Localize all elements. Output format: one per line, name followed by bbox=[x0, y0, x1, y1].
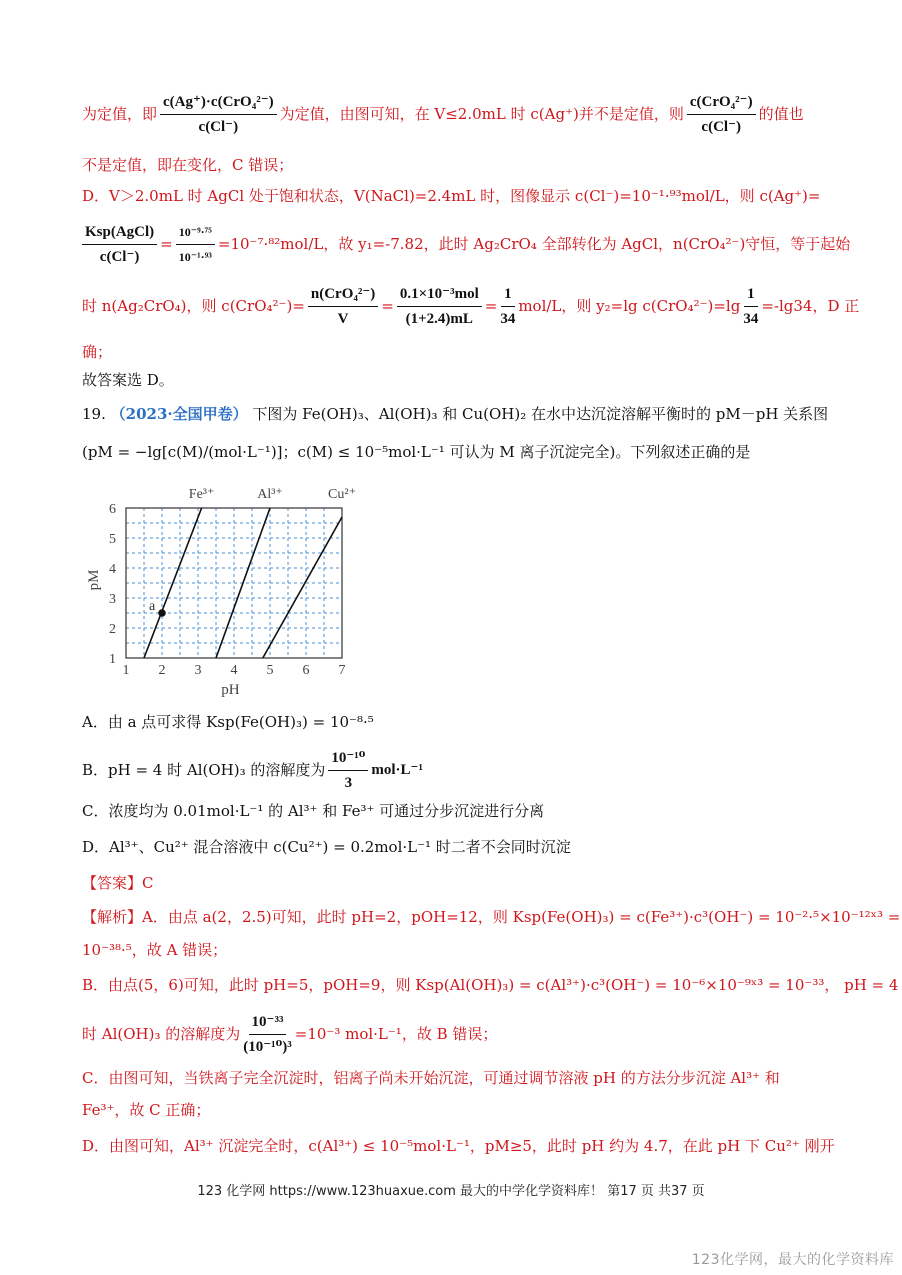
fraction bbox=[160, 92, 277, 137]
fraction-numerator: 10⁻³³ bbox=[249, 1012, 287, 1035]
prev-solution-line-1 bbox=[82, 92, 804, 136]
text-segment: 为定值，由图可知，在 V≤2.0mL 时 c(Ag⁺)并不是定值，则 bbox=[279, 105, 684, 123]
analysis-c-cont: Fe³⁺，故 C 正确； bbox=[82, 1101, 211, 1119]
fraction-denominator: 34 bbox=[500, 310, 516, 327]
analysis-b-cont bbox=[82, 1012, 497, 1056]
x-tick-label: 3 bbox=[194, 663, 202, 678]
fraction-numerator: n(CrO₄²⁻) bbox=[308, 284, 378, 307]
series-label: Cu²⁺ bbox=[328, 487, 356, 502]
y-tick-label: 2 bbox=[109, 622, 116, 637]
text-segment: =10⁻⁷·⁸²mol/L，故 y₁=-7.82，此时 Ag₂CrO₄ 全部转化为 AgCl，n(CrO₄²⁻)守恒，等于起始 bbox=[217, 235, 851, 253]
fraction bbox=[328, 748, 368, 793]
question-stem-line-2: (pM = −lg[c(M)/(mol·L⁻¹)]；c(M) ≤ 10⁻⁵mol·L⁻¹ 可认为 M 离子沉淀完全)。下列叙述正确的是 bbox=[82, 443, 751, 461]
series-label: Al³⁺ bbox=[257, 487, 283, 502]
question-stem: 下图为 Fe(OH)₃、Al(OH)₃ 和 Cu(OH)₂ 在水中达沉淀溶解平衡时的 pM－pH 关系图 bbox=[252, 405, 829, 423]
fraction-numerator: 0.1×10⁻³mol bbox=[397, 284, 482, 307]
fraction-denominator: 34 bbox=[743, 310, 759, 327]
text-segment: =10⁻³ mol·L⁻¹，故 B 错误； bbox=[294, 1025, 498, 1043]
fraction-numerator: 1 bbox=[501, 284, 515, 307]
y-tick-label: 5 bbox=[109, 532, 116, 547]
point-label: a bbox=[149, 599, 156, 614]
fraction-numerator: c(CrO₄²⁻) bbox=[687, 92, 756, 115]
y-tick-label: 6 bbox=[109, 502, 116, 517]
prev-solution-line-3: D．V＞2.0mL 时 AgCl 处于饱和状态，V(NaCl)=2.4mL 时，图像显示 c(Cl⁻)=10⁻¹·⁹³mol/L，则 c(Ag⁺)= bbox=[82, 187, 821, 205]
y-tick-label: 3 bbox=[109, 592, 116, 607]
page-footer: 123 化学网 https://www.123huaxue.com 最大的中学化学资料库！ 第17 页 共37 页 bbox=[197, 1184, 705, 1199]
option-d: D．Al³⁺、Cu²⁺ 混合溶液中 c(Cu²⁺) = 0.2mol·L⁻¹ 时二者不会同时沉淀 bbox=[82, 838, 571, 856]
y-tick-label: 4 bbox=[109, 562, 116, 577]
watermark: 123化学网，最大的化学资料库 bbox=[691, 1252, 894, 1268]
x-tick-label: 2 bbox=[158, 663, 166, 678]
series-label: Fe³⁺ bbox=[188, 487, 215, 502]
fraction bbox=[176, 222, 215, 267]
question-source: （2023·全国甲卷） bbox=[110, 405, 248, 423]
prev-solution-line-6: 确； bbox=[82, 343, 113, 361]
fraction-denominator: 10⁻¹·⁹³ bbox=[178, 249, 212, 264]
analysis-c: C．由图可知，当铁离子完全沉淀时，铝离子尚未开始沉淀，可通过调节溶液 pH 的方法分步沉淀 Al³⁺ 和 bbox=[82, 1069, 780, 1087]
pm-ph-chart bbox=[86, 480, 366, 700]
fraction bbox=[243, 1012, 291, 1057]
option-text: B．pH = 4 时 Al(OH)₃ 的溶解度为 bbox=[82, 761, 326, 779]
fraction bbox=[687, 92, 756, 137]
fraction-denominator: c(Cl⁻) bbox=[198, 118, 239, 135]
option-b bbox=[82, 748, 423, 792]
y-axis-label: pM bbox=[86, 569, 102, 591]
x-tick-label: 4 bbox=[230, 663, 238, 678]
text-segment: 为定值，即 bbox=[82, 105, 158, 123]
fraction bbox=[743, 284, 758, 329]
prev-solution-line-2: 不是定值，即在变化，C 错误； bbox=[82, 156, 294, 174]
x-tick-label: 1 bbox=[122, 663, 130, 678]
option-a: A．由 a 点可求得 Ksp(Fe(OH)₃) = 10⁻⁸·⁵ bbox=[82, 713, 374, 731]
question-number: 19. bbox=[82, 405, 106, 423]
chart-grid bbox=[126, 508, 342, 658]
fraction-numerator: Ksp(AgCl) bbox=[82, 222, 157, 245]
text-segment: =-lg34，D 正 bbox=[761, 297, 860, 315]
analysis-a: 【解析】A．由点 a(2，2.5)可知，此时 pH=2，pOH=12，则 Ksp(Fe(OH)₃) = c(Fe³⁺)·c³(OH⁻) = 10⁻²·⁵×10⁻¹²ˣ³ = bbox=[82, 908, 901, 926]
fraction-denominator: (1+2.4)mL bbox=[405, 310, 473, 327]
analysis-a-cont: 10⁻³⁸·⁵，故 A 错误； bbox=[82, 941, 228, 959]
prev-solution-line-4: $\frac{\text{Ksp(AgCl)}}{c(Cl^-)}$ = $\frac{\text{10⁻⁹·⁷⁵}}{\text{10⁻¹·⁹³}}$ =10⁻⁷·⁸²mol/L，故 y₁=-7.82，此时 Ag₂CrO₄ 全部转化为 AgCl，n(CrO₄²⁻)守恒，等于起始 bbox=[82, 222, 850, 266]
fraction-denominator: V bbox=[337, 310, 349, 327]
fraction-numerator: 10⁻¹⁰ bbox=[328, 748, 368, 771]
fraction bbox=[397, 284, 482, 329]
x-tick-label: 7 bbox=[338, 663, 346, 678]
fraction bbox=[82, 222, 157, 267]
fraction-denominator: 3 bbox=[344, 774, 353, 791]
option-c: C．浓度均为 0.01mol·L⁻¹ 的 Al³⁺ 和 Fe³⁺ 可通过分步沉淀进行分离 bbox=[82, 802, 545, 820]
text-segment: mol/L，则 y₂=lg c(CrO₄²⁻)=lg bbox=[518, 297, 741, 315]
fraction bbox=[308, 284, 378, 329]
fraction-numerator: 10⁻⁹·⁷⁵ bbox=[176, 222, 215, 245]
final-answer-line: 故答案选 D。 bbox=[82, 371, 174, 389]
answer-label: 【答案】C bbox=[82, 874, 154, 892]
analysis-b: B．由点(5，6)可知，此时 pH=5，pOH=9，则 Ksp(Al(OH)₃) = c(Al³⁺)·c³(OH⁻) = 10⁻⁶×10⁻⁹ˣ³ = 10⁻³³， pH = 4 bbox=[82, 976, 899, 994]
question-header bbox=[82, 404, 828, 424]
data-point-a bbox=[158, 609, 166, 617]
prev-solution-line-5: 时 n(Ag₂CrO₄)，则 c(CrO₄²⁻)= $\frac{\text{n(CrO₄²⁻)}}{V}$ = $\frac{\text{0.1×10⁻³mol}}{(1+2.4)mL}$ = $\frac{1}{34}$ mol/L，则 y₂=lg c(CrO₄²⁻)=lg $\frac{1}{34}$ =-lg34，D 正 bbox=[82, 285, 860, 327]
fraction-denominator: (10⁻¹⁰)³ bbox=[243, 1038, 292, 1055]
x-axis-label: pH bbox=[221, 682, 240, 698]
text-segment: 时 n(Ag₂CrO₄)，则 c(CrO₄²⁻)= bbox=[82, 297, 305, 315]
fraction-numerator: c(Ag⁺)·c(CrO₄²⁻) bbox=[160, 92, 277, 115]
fraction bbox=[500, 284, 515, 329]
x-tick-label: 5 bbox=[266, 663, 274, 678]
fraction-numerator: 1 bbox=[744, 284, 758, 307]
fraction-denominator: c(Cl⁻) bbox=[701, 118, 741, 135]
y-tick-label: 1 bbox=[109, 652, 116, 667]
fraction-denominator: c(Cl⁻) bbox=[99, 248, 140, 265]
option-unit: mol·L⁻¹ bbox=[371, 762, 423, 778]
x-tick-label: 6 bbox=[302, 663, 310, 678]
text-segment: 的值也 bbox=[758, 105, 804, 123]
analysis-d: D．由图可知，Al³⁺ 沉淀完全时，c(Al³⁺) ≤ 10⁻⁵mol·L⁻¹，pM≥5，此时 pH 约为 4.7，在此 pH 下 Cu²⁺ 刚开 bbox=[82, 1137, 835, 1155]
text-segment: 时 Al(OH)₃ 的溶解度为 bbox=[82, 1025, 241, 1043]
